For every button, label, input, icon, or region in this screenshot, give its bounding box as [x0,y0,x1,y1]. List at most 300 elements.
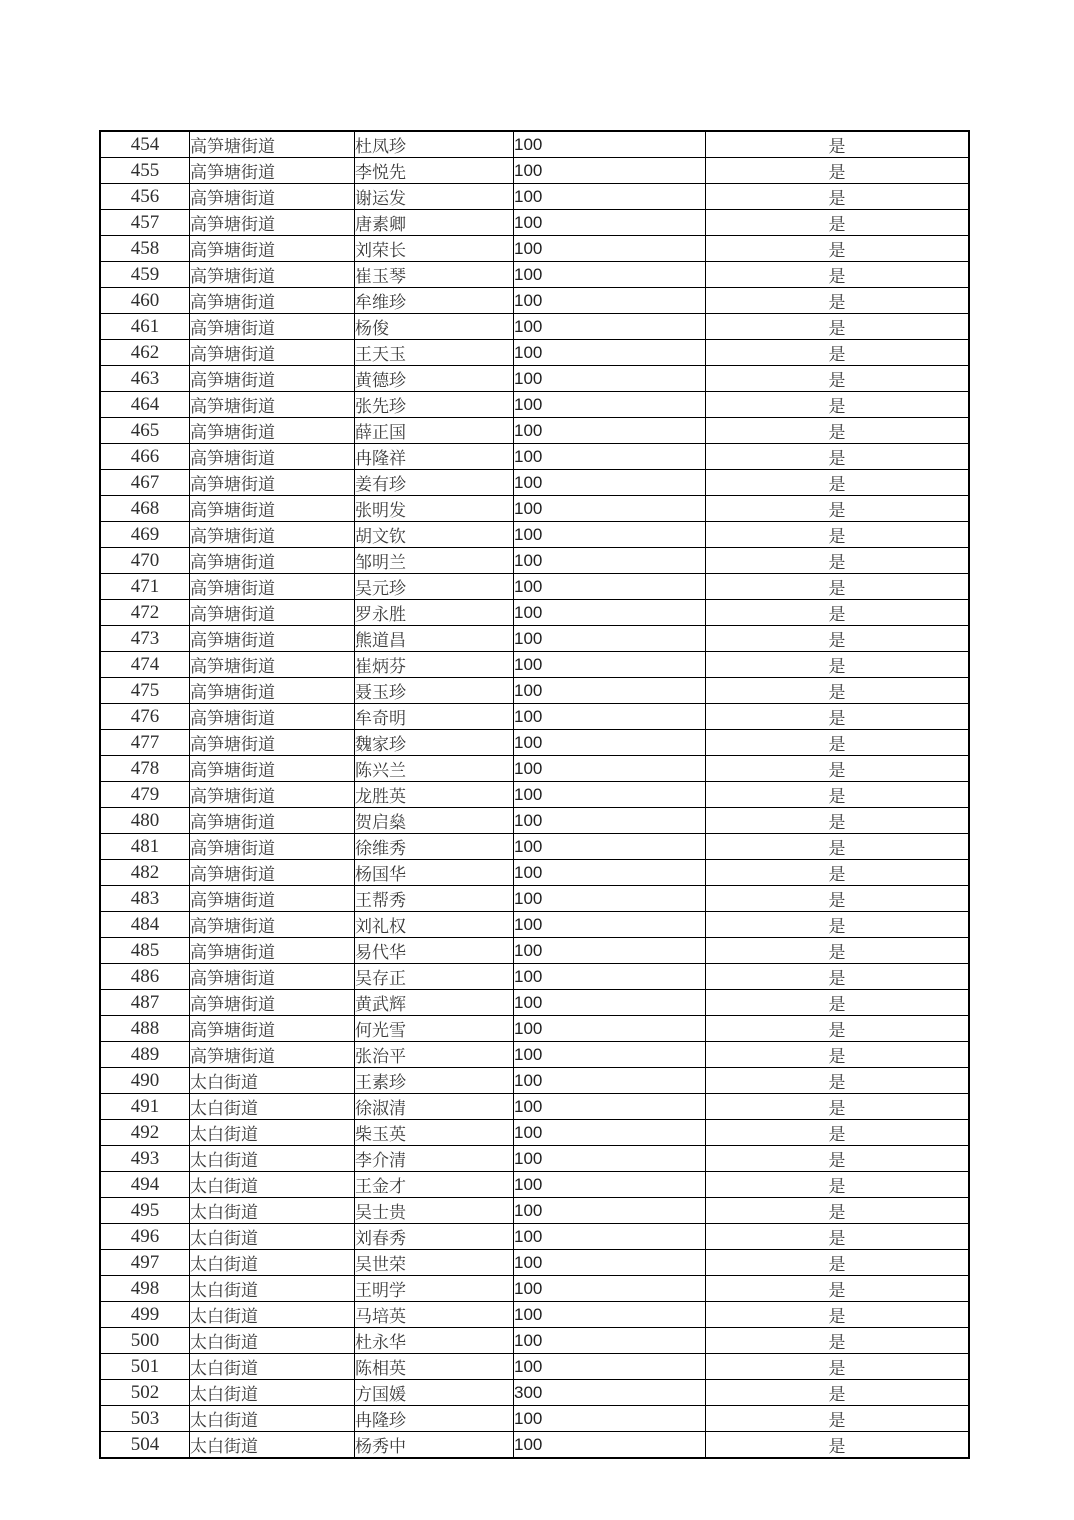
cell-amount: 100 [514,990,706,1016]
cell-row-number: 485 [100,938,190,964]
cell-street: 高笋塘街道 [190,184,355,210]
cell-row-number: 465 [100,418,190,444]
cell-confirmed: 是 [706,1198,970,1224]
table-row [100,1406,969,1432]
cell-confirmed: 是 [706,262,970,288]
cell-row-number: 504 [100,1432,190,1459]
cell-person-name: 何光雪 [355,1016,514,1042]
cell-confirmed: 是 [706,210,970,236]
cell-person-name: 贺启燊 [355,808,514,834]
table-row [100,1276,969,1302]
beneficiary-table [99,130,970,1459]
cell-row-number: 487 [100,990,190,1016]
cell-street: 太白街道 [190,1172,355,1198]
cell-amount: 100 [514,418,706,444]
cell-amount: 100 [514,730,706,756]
cell-street: 高笋塘街道 [190,834,355,860]
cell-person-name: 邹明兰 [355,548,514,574]
cell-row-number: 481 [100,834,190,860]
cell-amount: 100 [514,1042,706,1068]
table-row [100,366,969,392]
cell-street: 高笋塘街道 [190,990,355,1016]
cell-confirmed: 是 [706,236,970,262]
cell-amount: 100 [514,496,706,522]
table-row [100,990,969,1016]
cell-person-name: 张明发 [355,496,514,522]
cell-street: 高笋塘街道 [190,626,355,652]
cell-confirmed: 是 [706,1224,970,1250]
cell-person-name: 冉隆珍 [355,1406,514,1432]
cell-amount: 100 [514,782,706,808]
cell-row-number: 477 [100,730,190,756]
cell-amount: 100 [514,1094,706,1120]
table-row [100,1354,969,1380]
cell-street: 太白街道 [190,1146,355,1172]
cell-row-number: 463 [100,366,190,392]
table-row [100,522,969,548]
cell-row-number: 466 [100,444,190,470]
cell-amount: 100 [514,1250,706,1276]
cell-confirmed: 是 [706,1016,970,1042]
table-row [100,704,969,730]
cell-confirmed: 是 [706,340,970,366]
cell-amount: 100 [514,444,706,470]
cell-street: 高笋塘街道 [190,158,355,184]
cell-person-name: 李悦先 [355,158,514,184]
cell-amount: 100 [514,1406,706,1432]
cell-amount: 100 [514,470,706,496]
cell-street: 高笋塘街道 [190,678,355,704]
cell-confirmed: 是 [706,1094,970,1120]
cell-person-name: 黄德珍 [355,366,514,392]
cell-confirmed: 是 [706,1328,970,1354]
cell-row-number: 457 [100,210,190,236]
cell-row-number: 497 [100,1250,190,1276]
cell-row-number: 484 [100,912,190,938]
cell-row-number: 475 [100,678,190,704]
cell-person-name: 魏家珍 [355,730,514,756]
table-row [100,418,969,444]
cell-row-number: 494 [100,1172,190,1198]
cell-street: 高笋塘街道 [190,964,355,990]
cell-row-number: 461 [100,314,190,340]
table-row [100,808,969,834]
cell-amount: 100 [514,574,706,600]
cell-person-name: 刘荣长 [355,236,514,262]
cell-confirmed: 是 [706,1172,970,1198]
cell-person-name: 王天玉 [355,340,514,366]
cell-street: 高笋塘街道 [190,236,355,262]
cell-confirmed: 是 [706,314,970,340]
table-row [100,314,969,340]
table-row [100,1016,969,1042]
cell-street: 太白街道 [190,1250,355,1276]
cell-amount: 100 [514,678,706,704]
cell-row-number: 499 [100,1302,190,1328]
cell-row-number: 500 [100,1328,190,1354]
cell-amount: 100 [514,1302,706,1328]
cell-person-name: 徐维秀 [355,834,514,860]
table-row [100,496,969,522]
cell-street: 高笋塘街道 [190,860,355,886]
cell-person-name: 薛正国 [355,418,514,444]
cell-street: 太白街道 [190,1302,355,1328]
table-row [100,1198,969,1224]
cell-person-name: 王帮秀 [355,886,514,912]
cell-row-number: 476 [100,704,190,730]
table-row [100,1328,969,1354]
cell-amount: 100 [514,314,706,340]
cell-person-name: 吴存正 [355,964,514,990]
cell-street: 高笋塘街道 [190,470,355,496]
cell-street: 太白街道 [190,1328,355,1354]
cell-row-number: 480 [100,808,190,834]
cell-row-number: 474 [100,652,190,678]
cell-person-name: 冉隆祥 [355,444,514,470]
table-row [100,938,969,964]
cell-person-name: 杜永华 [355,1328,514,1354]
cell-street: 高笋塘街道 [190,131,355,158]
cell-row-number: 491 [100,1094,190,1120]
cell-street: 太白街道 [190,1432,355,1459]
cell-street: 高笋塘街道 [190,730,355,756]
table-row [100,444,969,470]
cell-confirmed: 是 [706,756,970,782]
cell-street: 高笋塘街道 [190,756,355,782]
table-row [100,1432,969,1459]
cell-row-number: 503 [100,1406,190,1432]
cell-row-number: 501 [100,1354,190,1380]
cell-row-number: 472 [100,600,190,626]
table-row [100,600,969,626]
table-row [100,262,969,288]
cell-person-name: 张先珍 [355,392,514,418]
table-row [100,1120,969,1146]
cell-row-number: 468 [100,496,190,522]
cell-street: 太白街道 [190,1380,355,1406]
cell-confirmed: 是 [706,860,970,886]
cell-street: 高笋塘街道 [190,366,355,392]
cell-person-name: 杨秀中 [355,1432,514,1459]
table-row [100,678,969,704]
cell-amount: 100 [514,392,706,418]
cell-person-name: 吴士贵 [355,1198,514,1224]
cell-person-name: 王素珍 [355,1068,514,1094]
cell-person-name: 龙胜英 [355,782,514,808]
cell-confirmed: 是 [706,782,970,808]
cell-row-number: 458 [100,236,190,262]
cell-row-number: 490 [100,1068,190,1094]
table-row [100,912,969,938]
cell-confirmed: 是 [706,1250,970,1276]
table-row [100,158,969,184]
cell-person-name: 陈兴兰 [355,756,514,782]
cell-person-name: 杨俊 [355,314,514,340]
cell-amount: 100 [514,340,706,366]
cell-street: 太白街道 [190,1198,355,1224]
cell-confirmed: 是 [706,366,970,392]
cell-confirmed: 是 [706,548,970,574]
cell-person-name: 柴玉英 [355,1120,514,1146]
cell-amount: 100 [514,1146,706,1172]
cell-amount: 100 [514,1016,706,1042]
cell-person-name: 杨国华 [355,860,514,886]
cell-person-name: 姜有珍 [355,470,514,496]
cell-row-number: 456 [100,184,190,210]
cell-amount: 100 [514,158,706,184]
cell-confirmed: 是 [706,886,970,912]
cell-row-number: 502 [100,1380,190,1406]
cell-confirmed: 是 [706,470,970,496]
table-row [100,392,969,418]
cell-confirmed: 是 [706,418,970,444]
cell-confirmed: 是 [706,288,970,314]
cell-street: 高笋塘街道 [190,912,355,938]
cell-confirmed: 是 [706,730,970,756]
table-row [100,1042,969,1068]
cell-confirmed: 是 [706,652,970,678]
table-row [100,184,969,210]
cell-street: 高笋塘街道 [190,548,355,574]
cell-amount: 100 [514,1172,706,1198]
cell-confirmed: 是 [706,1068,970,1094]
cell-confirmed: 是 [706,574,970,600]
cell-confirmed: 是 [706,1146,970,1172]
cell-person-name: 罗永胜 [355,600,514,626]
cell-row-number: 496 [100,1224,190,1250]
cell-person-name: 唐素卿 [355,210,514,236]
cell-street: 高笋塘街道 [190,314,355,340]
cell-street: 太白街道 [190,1224,355,1250]
table-row [100,652,969,678]
cell-street: 高笋塘街道 [190,288,355,314]
cell-street: 高笋塘街道 [190,522,355,548]
cell-row-number: 469 [100,522,190,548]
cell-row-number: 488 [100,1016,190,1042]
cell-row-number: 470 [100,548,190,574]
cell-person-name: 谢运发 [355,184,514,210]
cell-confirmed: 是 [706,1276,970,1302]
cell-row-number: 498 [100,1276,190,1302]
cell-confirmed: 是 [706,158,970,184]
cell-street: 高笋塘街道 [190,782,355,808]
cell-person-name: 刘春秀 [355,1224,514,1250]
cell-amount: 100 [514,912,706,938]
cell-amount: 100 [514,886,706,912]
cell-street: 太白街道 [190,1094,355,1120]
cell-amount: 100 [514,1198,706,1224]
cell-confirmed: 是 [706,964,970,990]
cell-amount: 100 [514,1354,706,1380]
table-row [100,1094,969,1120]
cell-confirmed: 是 [706,678,970,704]
table-row [100,1068,969,1094]
cell-row-number: 471 [100,574,190,600]
cell-amount: 100 [514,626,706,652]
cell-person-name: 马培英 [355,1302,514,1328]
cell-street: 太白街道 [190,1068,355,1094]
cell-amount: 100 [514,131,706,158]
cell-person-name: 牟奇明 [355,704,514,730]
cell-confirmed: 是 [706,704,970,730]
cell-amount: 100 [514,184,706,210]
cell-amount: 100 [514,834,706,860]
table-row [100,834,969,860]
cell-amount: 100 [514,1276,706,1302]
cell-row-number: 455 [100,158,190,184]
cell-confirmed: 是 [706,1302,970,1328]
cell-amount: 100 [514,1328,706,1354]
cell-street: 高笋塘街道 [190,1042,355,1068]
table-row [100,236,969,262]
cell-row-number: 454 [100,131,190,158]
cell-amount: 100 [514,652,706,678]
cell-street: 高笋塘街道 [190,340,355,366]
cell-person-name: 杜凤珍 [355,131,514,158]
cell-row-number: 482 [100,860,190,886]
cell-street: 高笋塘街道 [190,392,355,418]
cell-street: 高笋塘街道 [190,886,355,912]
table-row [100,548,969,574]
cell-amount: 100 [514,548,706,574]
cell-person-name: 崔玉琴 [355,262,514,288]
cell-row-number: 473 [100,626,190,652]
cell-row-number: 459 [100,262,190,288]
cell-amount: 100 [514,210,706,236]
cell-street: 高笋塘街道 [190,704,355,730]
cell-confirmed: 是 [706,184,970,210]
cell-amount: 100 [514,1432,706,1459]
cell-person-name: 陈相英 [355,1354,514,1380]
table-row [100,886,969,912]
table-row [100,964,969,990]
cell-amount: 100 [514,366,706,392]
cell-amount: 100 [514,262,706,288]
cell-confirmed: 是 [706,600,970,626]
cell-confirmed: 是 [706,1354,970,1380]
cell-person-name: 王金才 [355,1172,514,1198]
cell-amount: 100 [514,808,706,834]
cell-street: 太白街道 [190,1406,355,1432]
table-row [100,470,969,496]
cell-person-name: 张治平 [355,1042,514,1068]
table-row [100,1224,969,1250]
cell-row-number: 464 [100,392,190,418]
cell-street: 高笋塘街道 [190,574,355,600]
cell-street: 高笋塘街道 [190,262,355,288]
cell-street: 高笋塘街道 [190,600,355,626]
cell-person-name: 吴元珍 [355,574,514,600]
cell-confirmed: 是 [706,1380,970,1406]
cell-amount: 100 [514,1068,706,1094]
cell-amount: 100 [514,288,706,314]
cell-person-name: 胡文钦 [355,522,514,548]
cell-person-name: 黄武辉 [355,990,514,1016]
cell-street: 高笋塘街道 [190,652,355,678]
cell-row-number: 460 [100,288,190,314]
cell-person-name: 刘礼权 [355,912,514,938]
cell-person-name: 牟维珍 [355,288,514,314]
cell-amount: 100 [514,704,706,730]
cell-row-number: 462 [100,340,190,366]
cell-confirmed: 是 [706,522,970,548]
table-row [100,626,969,652]
cell-row-number: 492 [100,1120,190,1146]
cell-amount: 300 [514,1380,706,1406]
table-row [100,288,969,314]
cell-row-number: 486 [100,964,190,990]
cell-street: 太白街道 [190,1354,355,1380]
table-row [100,756,969,782]
cell-street: 高笋塘街道 [190,444,355,470]
cell-street: 高笋塘街道 [190,210,355,236]
cell-row-number: 489 [100,1042,190,1068]
cell-street: 高笋塘街道 [190,496,355,522]
table-row [100,730,969,756]
cell-person-name: 方国媛 [355,1380,514,1406]
cell-street: 高笋塘街道 [190,938,355,964]
table-row [100,210,969,236]
cell-amount: 100 [514,964,706,990]
table-row [100,1380,969,1406]
cell-amount: 100 [514,1224,706,1250]
cell-confirmed: 是 [706,1432,970,1459]
cell-confirmed: 是 [706,808,970,834]
cell-street: 高笋塘街道 [190,1016,355,1042]
cell-row-number: 483 [100,886,190,912]
table-row [100,1302,969,1328]
cell-person-name: 徐淑清 [355,1094,514,1120]
table-row [100,1172,969,1198]
table-row [100,860,969,886]
cell-person-name: 易代华 [355,938,514,964]
cell-person-name: 王明学 [355,1276,514,1302]
cell-street: 高笋塘街道 [190,418,355,444]
cell-amount: 100 [514,236,706,262]
cell-confirmed: 是 [706,444,970,470]
table-body [100,131,969,1458]
cell-row-number: 493 [100,1146,190,1172]
cell-amount: 100 [514,1120,706,1146]
cell-row-number: 495 [100,1198,190,1224]
cell-confirmed: 是 [706,912,970,938]
cell-confirmed: 是 [706,131,970,158]
cell-confirmed: 是 [706,496,970,522]
cell-row-number: 478 [100,756,190,782]
cell-amount: 100 [514,756,706,782]
cell-confirmed: 是 [706,990,970,1016]
table-row [100,131,969,158]
cell-amount: 100 [514,938,706,964]
cell-confirmed: 是 [706,392,970,418]
cell-person-name: 聂玉珍 [355,678,514,704]
cell-amount: 100 [514,860,706,886]
cell-row-number: 479 [100,782,190,808]
cell-confirmed: 是 [706,1042,970,1068]
cell-confirmed: 是 [706,1406,970,1432]
table-row [100,1250,969,1276]
cell-amount: 100 [514,600,706,626]
cell-confirmed: 是 [706,938,970,964]
cell-person-name: 吴世荣 [355,1250,514,1276]
cell-confirmed: 是 [706,626,970,652]
cell-street: 太白街道 [190,1276,355,1302]
table-row [100,1146,969,1172]
cell-row-number: 467 [100,470,190,496]
cell-street: 高笋塘街道 [190,808,355,834]
cell-confirmed: 是 [706,834,970,860]
cell-confirmed: 是 [706,1120,970,1146]
